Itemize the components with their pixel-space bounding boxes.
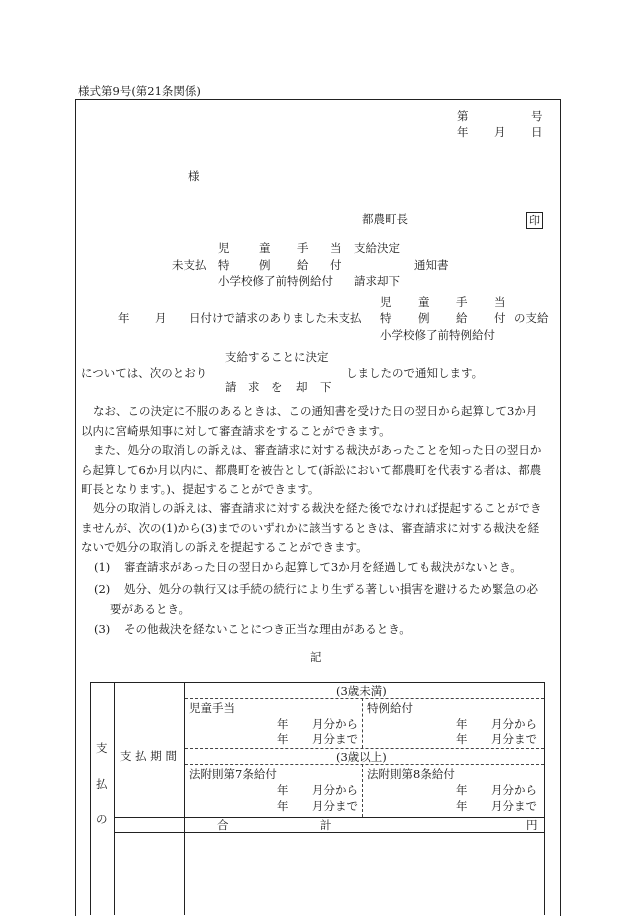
title-row2-c4: 付 — [330, 258, 342, 272]
list-item-2-text-cont: 要があるとき。 — [110, 602, 191, 616]
table-dash-over3 — [185, 764, 544, 765]
table-fusoku8: 法附則第8条給付 — [367, 767, 455, 781]
body2-opt-b-c5: 下 — [320, 380, 332, 394]
title-row2-c3: 給 — [297, 258, 309, 272]
para1-line1: なお、この決定に不服のあるときは、この通知書を受けた日の翌日から起算して3か月 — [93, 404, 538, 418]
para2-line2: ら起算して6か月以内に、都農町を被告として(訴訟において都農町を代表する者は、都農 — [81, 462, 542, 477]
cell3-from-nen: 年 — [277, 783, 289, 797]
form-number-label: 様式第9号(第21条関係) — [78, 84, 201, 98]
cell1-to: 月分まで — [312, 732, 358, 746]
cell4-to-nen: 年 — [456, 799, 468, 813]
cell4-to: 月分まで — [491, 799, 537, 813]
paragraph-lawsuit — [81, 441, 553, 500]
body-gatsu: 月 — [155, 311, 167, 325]
opt2-c1: 特 — [380, 311, 392, 325]
table-fusoku7: 法附則第7条給付 — [189, 767, 277, 781]
title-tsuchisho: 通知書 — [414, 258, 449, 272]
date-nichi: 日 — [531, 125, 543, 139]
total-gou: 合 — [217, 818, 229, 832]
cell1-from: 月分から — [312, 717, 358, 731]
ki-heading: 記 — [310, 650, 322, 664]
body2-tail: しましたので通知します。 — [346, 366, 484, 380]
opt1-c1: 児 — [380, 295, 392, 309]
list-item-1-text: 審査請求があった日の翌日から起算して3か月を経過しても裁決がないとき。 — [124, 560, 522, 574]
table-right-border — [544, 682, 545, 915]
body2-opt-b-c1: 請 — [225, 380, 237, 394]
table-under3-label: (3歳未満) — [336, 684, 387, 698]
total-kei: 計 — [320, 818, 332, 832]
table-over3-label: (3歳以上) — [336, 750, 387, 764]
table-col-divider-1 — [114, 682, 115, 915]
body-text-a: 日付けで請求のありました未支払 — [189, 311, 362, 325]
table-col-divider-2 — [184, 682, 185, 915]
title-option-shikyu-kettei: 支給決定 — [354, 241, 400, 255]
table-left-c1: 支 — [96, 741, 108, 755]
table-period-label: 支 払 期 間 — [120, 749, 177, 763]
table-tokurei-kyufu: 特例給付 — [367, 701, 413, 715]
date-gatsu: 月 — [494, 125, 506, 139]
para2-line1: また、処分の取消しの訴えは、審査請求に対する裁決があったことを知った日の翌日か — [93, 443, 542, 457]
date-nen: 年 — [457, 125, 469, 139]
cell4-from-nen: 年 — [456, 783, 468, 797]
opt1-c3: 手 — [456, 295, 468, 309]
addressee-sama: 様 — [188, 169, 200, 183]
opt2-c2: 例 — [418, 311, 430, 325]
cell3-to-nen: 年 — [277, 799, 289, 813]
cell1-from-nen: 年 — [277, 717, 289, 731]
opt1-c4: 当 — [494, 295, 506, 309]
para1-line2: 以内に宮崎県知事に対して審査請求をすることができます。 — [81, 423, 391, 438]
title-option-seikyu-kyakka: 請求却下 — [354, 274, 400, 288]
table-top-border — [90, 682, 545, 683]
title-row1-c4: 当 — [330, 241, 342, 255]
table-dash-vertical-bottom — [362, 764, 363, 817]
list-item-2-text: 処分、処分の執行又は手続の続行により生ずる著しい損害を避けるため緊急の必 — [124, 582, 538, 596]
cell2-to: 月分まで — [491, 732, 537, 746]
body-no-shikyu: の支給 — [514, 311, 549, 325]
body2-opt-b-c3: を — [271, 380, 283, 394]
list-item-3-text: その他裁決を経ないことにつき正当な理由があるとき。 — [124, 622, 411, 636]
table-dash-mid — [185, 748, 544, 749]
issuer-name: 都農町長 — [362, 212, 408, 226]
para3-line3: ないで処分の取消しの訴えを提起することができます。 — [81, 540, 368, 554]
paragraph-appeal — [81, 402, 553, 441]
opt2-c3: 給 — [456, 311, 468, 325]
cell4-from: 月分から — [491, 783, 537, 797]
para3-line1: 処分の取消しの訴えは、審査請求に対する裁決を経た後でなければ提起することができ — [93, 501, 542, 515]
list-item-1-num: (1) — [94, 560, 111, 574]
opt1-c2: 童 — [418, 295, 430, 309]
body2-opt-a: 支給することに決定 — [225, 350, 329, 364]
table-left-c3: の — [96, 812, 108, 826]
table-dash-under3 — [185, 698, 544, 699]
cell2-to-nen: 年 — [456, 732, 468, 746]
table-left-c2: 払 — [96, 777, 108, 791]
table-dash-vertical-top — [362, 698, 363, 748]
title-row1-c1: 児 — [218, 241, 230, 255]
table-jidou-teate: 児童手当 — [189, 701, 235, 715]
cell1-to-nen: 年 — [277, 732, 289, 746]
title-row2-c2: 例 — [259, 258, 271, 272]
table-left-border — [90, 682, 91, 915]
body2-lead: については、次のとおり — [81, 366, 208, 380]
list-item-2-num: (2) — [94, 582, 111, 596]
seal-mark: 印 — [526, 212, 543, 229]
opt3-shogakko: 小学校修了前特例給付 — [380, 328, 495, 342]
title-row3-shogakko: 小学校修了前特例給付 — [218, 274, 333, 288]
total-yen: 円 — [526, 818, 538, 832]
paragraph-exceptions — [81, 499, 553, 558]
body2-opt-b-c4: 却 — [296, 380, 308, 394]
number-go: 号 — [531, 109, 543, 123]
list-item-3-num: (3) — [94, 622, 111, 636]
body-nen: 年 — [118, 311, 130, 325]
number-dai: 第 — [457, 109, 469, 123]
title-row1-c3: 手 — [297, 241, 309, 255]
title-mishiharai: 未支払 — [172, 258, 207, 272]
para2-line3: 町長となります。)、提起することができます。 — [81, 482, 320, 496]
cell3-to: 月分まで — [312, 799, 358, 813]
title-row2-c1: 特 — [218, 258, 230, 272]
para3-line2: ませんが、次の(1)から(3)までのいずれかに該当するときは、審査請求に対する裁決を経 — [81, 520, 540, 535]
cell2-from-nen: 年 — [456, 717, 468, 731]
body2-opt-b-c2: 求 — [248, 380, 260, 394]
table-total-row-bottom — [114, 832, 544, 833]
cell2-from: 月分から — [491, 717, 537, 731]
title-row1-c2: 童 — [259, 241, 271, 255]
cell3-from: 月分から — [312, 783, 358, 797]
opt2-c4: 付 — [494, 311, 506, 325]
